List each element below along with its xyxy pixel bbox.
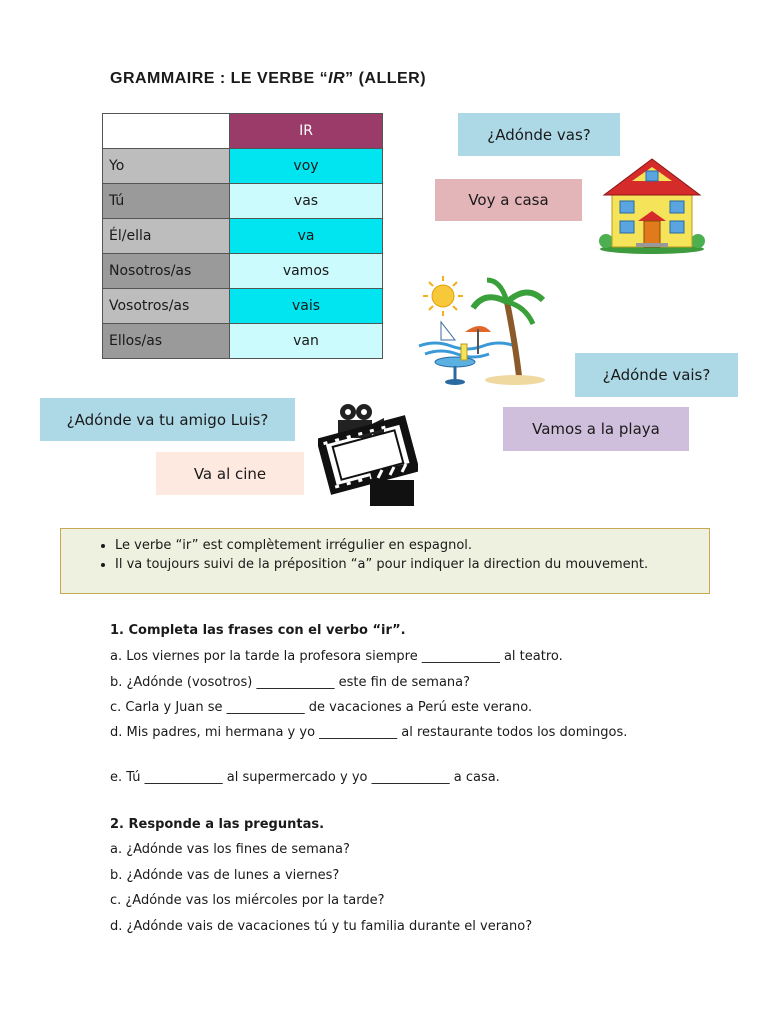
table-row	[103, 254, 383, 289]
exercise2-item: b. ¿Adónde vas de lunes a viernes?	[110, 868, 340, 883]
table-row	[103, 149, 383, 184]
bubble-voy-a-casa: Voy a casa	[435, 179, 582, 221]
bubble-adonde-va-luis: ¿Adónde va tu amigo Luis?	[40, 398, 295, 441]
verb-form-cell: vamos	[230, 254, 383, 289]
title-prefix: GRAMMAIRE : LE VERBE “	[110, 70, 329, 87]
exercise2-item: d. ¿Adónde vais de vacaciones tú y tu familia durante el verano?	[110, 919, 533, 934]
exercise2-item: c. ¿Adónde vas los miércoles por la tarde?	[110, 893, 385, 908]
conjugation-table	[102, 113, 383, 359]
verb-form-cell: va	[230, 219, 383, 254]
bubble-va-al-cine: Va al cine	[156, 452, 304, 495]
exercise2-title: 2. Responde a las preguntas.	[110, 817, 325, 832]
pronoun-cell: Tú	[103, 184, 230, 219]
pronoun-cell: Yo	[103, 149, 230, 184]
grammar-note	[60, 528, 710, 594]
title-verb: IR	[328, 70, 346, 87]
verb-form-cell: van	[230, 324, 383, 359]
pronoun-cell: Ellos/as	[103, 324, 230, 359]
table-header-ir: IR	[230, 114, 383, 149]
verb-form-cell: vas	[230, 184, 383, 219]
bubble-adonde-vas: ¿Adónde vas?	[458, 113, 620, 156]
table-row	[103, 289, 383, 324]
note-item: • Le verbe “ir” est complètement irrégulier en espagnol.	[115, 538, 709, 554]
exercise1-item: b. ¿Adónde (vosotros) ____________ este fin de semana?	[110, 675, 471, 690]
bubble-adonde-vais: ¿Adónde vais?	[575, 353, 738, 397]
exercise1-item: c. Carla y Juan se ____________ de vacaciones a Perú este verano.	[110, 700, 533, 715]
bubble-vamos-a-la-playa: Vamos a la playa	[503, 407, 689, 451]
pronoun-cell: Nosotros/as	[103, 254, 230, 289]
beach-icon	[415, 272, 550, 390]
house-icon	[598, 155, 706, 255]
film-icon	[318, 400, 418, 510]
exercise2-item: a. ¿Adónde vas los fines de semana?	[110, 842, 350, 857]
verb-form-cell: voy	[230, 149, 383, 184]
note-item: • Il va toujours suivi de la préposition “a” pour indiquer la direction du mouvement.	[115, 557, 709, 573]
table-header-row	[103, 114, 383, 149]
pronoun-cell: Él/ella	[103, 219, 230, 254]
exercise1-title: 1. Completa las frases con el verbo “ir”.	[110, 623, 406, 638]
exercise1-item: d. Mis padres, mi hermana y yo ____________ al restaurante todos los domingos.	[110, 725, 628, 740]
exercise1-item: e. Tú ____________ al supermercado y yo ____________ a casa.	[110, 770, 500, 785]
table-corner-cell	[103, 114, 230, 149]
table-row	[103, 184, 383, 219]
exercise1-item: a. Los viernes por la tarde la profesora siempre ____________ al teatro.	[110, 649, 563, 664]
page-title	[110, 70, 426, 88]
table-row	[103, 324, 383, 359]
title-suffix: ” (ALLER)	[345, 70, 427, 87]
verb-form-cell: vais	[230, 289, 383, 324]
pronoun-cell: Vosotros/as	[103, 289, 230, 324]
table-row	[103, 219, 383, 254]
